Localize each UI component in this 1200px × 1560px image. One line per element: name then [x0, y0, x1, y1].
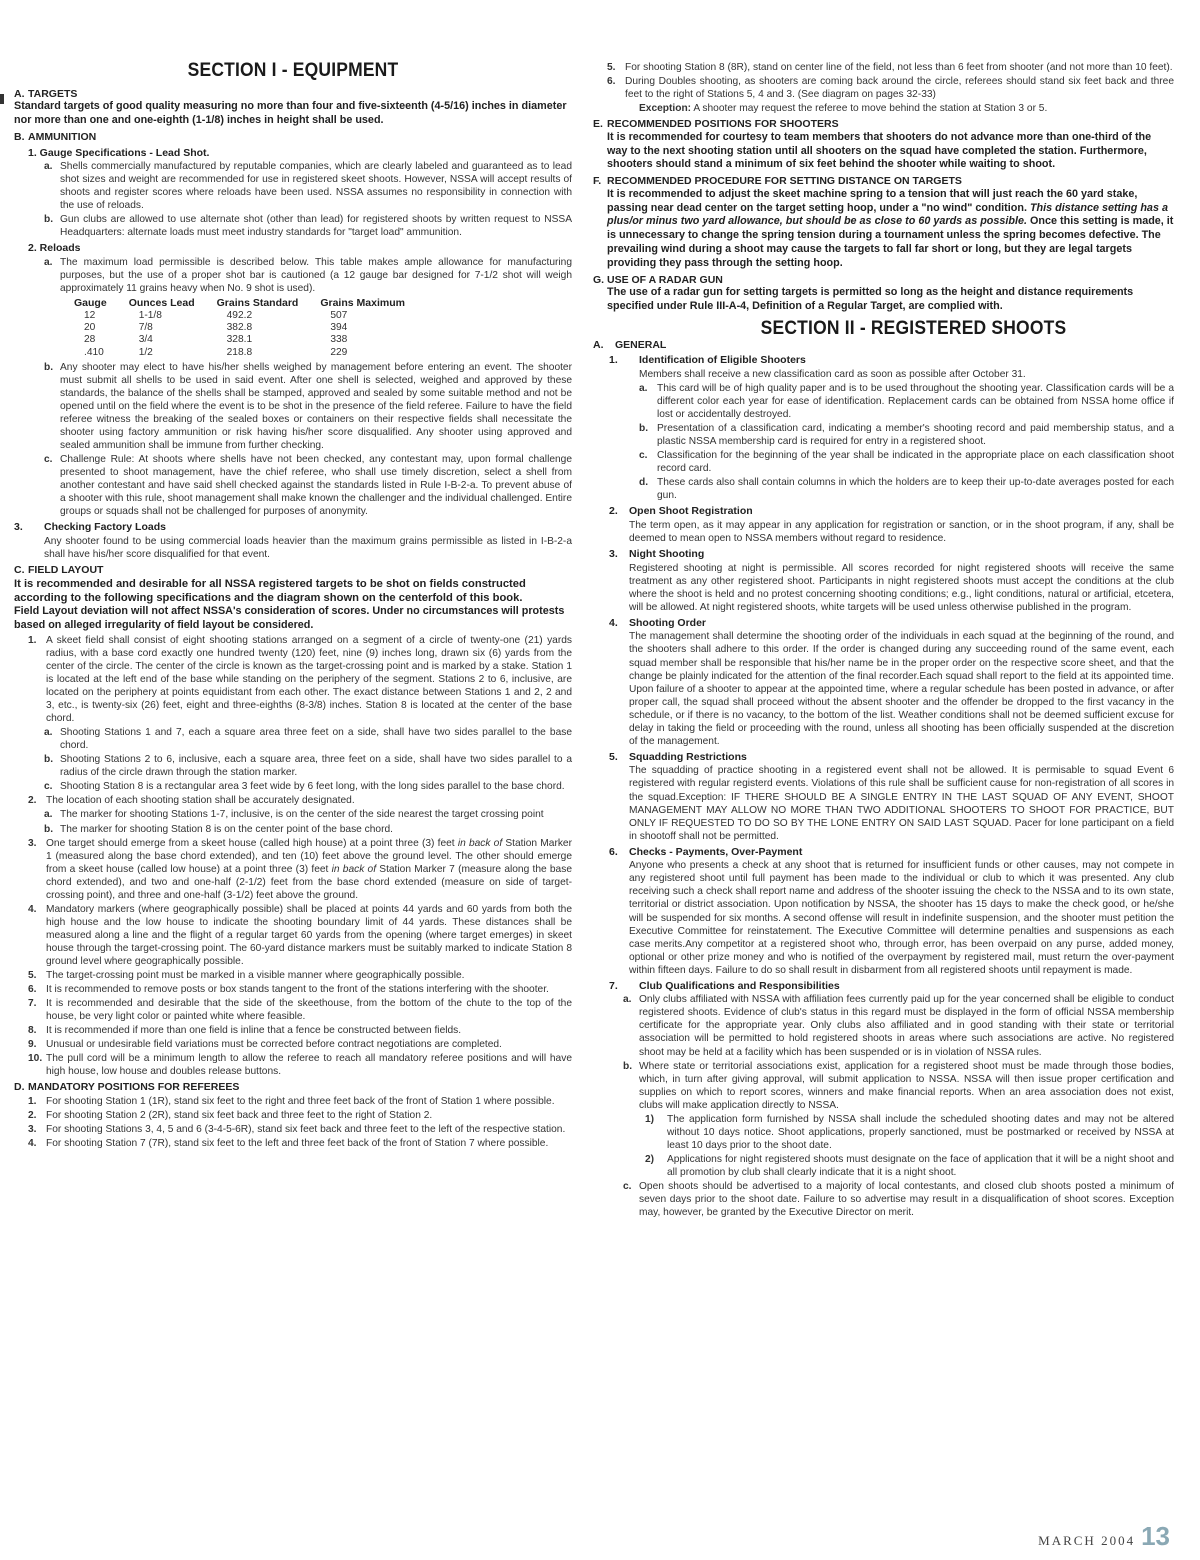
item-text: Challenge Rule: At shoots where shells have not been checked, any contestant may, upon formal challenge presented to shoot management, have the chief referee, who shall use timely discretion, select a shell from another contestant and have said shell checked against the standards listed in Rule I-B-2-a. To prevent abuse of a shooter with this rule, shoot management shall make known the challenger and the individual challenged. Entire groups or squads shall not be challenged for purposes of anonymity. [60, 454, 572, 518]
sub-heading [609, 548, 1174, 561]
table-row [74, 334, 427, 346]
list-item [44, 726, 572, 752]
item-number: a. [44, 727, 53, 739]
text-run: Once this setting is made, it is unnecessary to change the spring tension during a tournament unless the spring becomes defective. The prevailing wind during a shoot may cause the targets to fall far short or long, but they are legal targets providing they pass through the setting hoop. [607, 215, 1174, 269]
item-number: 5. [607, 62, 616, 73]
item-text: Classification for the beginning of the year shall be indicated in the appropriate place on each classification shoot record card. [657, 450, 1174, 475]
item-title: Squadding Restrictions [629, 750, 747, 763]
night-shooting-text: Registered shooting at night is permissible. All scores recorded for night registered shoots will receive the same treatment as any other registered shoot. Participants in night registered shoots must accept the conditions at the club where the shoot is held and no protest concerning shooting conditions; e.g., light conditions, natural or artificial, etcetera, will be allowed. At night registered shoots, white targets will be used unless otherwise published in the program. [629, 562, 1174, 613]
heading-text: FIELD LAYOUT [28, 564, 104, 576]
item-text: Where state or territorial associations exist, application for a registered shoot must be made through those bodies, which, in turn after giving approval, will submit application to NSSA. NSSA will then issue proper certification and supplies on which to report scores, winners and make financial reports. When an area association does not exist, clubs will make application directly to NSSA. [639, 1060, 1174, 1111]
heading-letter: A. [593, 338, 604, 351]
col-ounces: Ounces Lead [128, 297, 195, 310]
list-item [44, 753, 572, 779]
item-title: Shooting Order [629, 616, 706, 629]
italic-run: in back of [457, 837, 503, 849]
sub-heading [609, 505, 1174, 518]
item-text: It is recommended if more than one field is inline that a fence be constructed between fields. [46, 1025, 462, 1037]
heading-text: AMMUNITION [28, 131, 97, 144]
list-item [28, 903, 572, 968]
list-item [28, 837, 572, 902]
item-text: Any shooter may elect to have his/her shells weighed by management before entering an event. The shooter must submit all shells to be used in said event. After one shell is selected, weighed and approved by these standards, the balance of the shells shall be stamped, approved and sealed by some suitable method and not be opened until on the field where the event is to be shot in the presence of the field referee. Failure to have the field referee witness the breaking of the sealed boxes or containers on their respective fields shall necessitate the shooter using factory ammunition or risk having his/her score disqualified. Any shooter using approved and sealed ammunition shall be immune from further checking. [60, 361, 572, 452]
item-number: 3. [28, 1124, 37, 1136]
shooting-order-text: The management shall determine the shooting order of the individuals in each squad at the beginning of the round, and the shooters shall adhere to this order. If the order is changed during any succeeding round of the same event, each squad member shall be responsible that his/her name be in the proper order on the respective score sheet, and that the change be plainly indicated for the attention of the final recorder.Each squad shall report to the field at its appointed time. Upon failure of a shooter to appear at the appointed time, where a regular schedule has been posted in advance, or after proper call, the squad shall proceed without the absent shooter and the offender be dropped to the first vacancy in the schedule, or if there is no vacancy, to the bottom of the list. Weather conditions shall not be deemed sufficient excuse for delay in taking the field or proceeding with the round, unless all shooting has been officially suspended at the discretion of the management. [629, 631, 1174, 747]
item-number: 6. [28, 984, 37, 996]
eligible-shooters-text: Members shall receive a new classification card as soon as possible after October 31. [639, 368, 1026, 380]
heading-text: MANDATORY POSITIONS FOR REFEREES [28, 1081, 240, 1094]
gauge-spec-title: 1. Gauge Specifications - Lead Shot. [28, 146, 210, 159]
cell: 1-1/8 [138, 309, 162, 321]
table-row [74, 310, 427, 322]
squadding-text: The squadding of practice shooting in a registered event shall not be allowed. It is permisable to squad Event 6 registered with regular registerd events. Violations of this rule shall be sufficient cause for non-registration of all scores in the squad.Exception: IF THERE SHOULD BE A SINGLE ENTRY IN THE LAST SQUAD OF ANY EVENT, SHOOT MANAGEMENT MAY ALLOW NO MORE THAN TWO ADDITIONAL SHOOTERS TO SHOOT FOR PRACTICE, BUT ONLY IF REQUESTED TO DO SO BY THE LONE ENTRY ON SAID LAST SQUAD. Pacer for lone participant on a field in shootoff shall not be permitted. [629, 765, 1174, 842]
item-text: Shooting Stations 2 to 6, inclusive, each a square area, three feet on a side, shall have two sides parallel to a radius of the circle drawn through the station marker. [60, 754, 572, 779]
list-item [639, 382, 1174, 421]
item-text: The marker for shooting Stations 1-7, inclusive, is on the center of the side nearest the target crossing point [60, 809, 544, 821]
exception-text: A shooter may request the referee to move behind the station at Station 3 or 5. [693, 103, 1048, 115]
cell: 218.8 [226, 346, 253, 358]
item-number: 1) [645, 1113, 655, 1125]
item-text: Open shoots should be advertised to a majority of local contestants, and closed club shoots posted a minimum of seven days prior to the shoot date. Failure to so advertise may result in a disqualification of shoot scores. Exception may, however, be granted by the Executive Director on merit. [639, 1180, 1174, 1219]
heading-letter: B. [14, 131, 25, 144]
item-text: For shooting Stations 3, 4, 5 and 6 (3-4-5-6R), stand six feet back and three feet to the left of the respective station. [46, 1124, 566, 1136]
item-number: 4. [28, 1138, 37, 1150]
text-run: One target should emerge from a skeet house (called high house) at a point three (3) feet [46, 837, 458, 849]
setting-distance-text [607, 188, 1174, 271]
list-item [28, 1024, 572, 1037]
list-item [645, 1113, 1174, 1152]
heading-letter: A. [14, 87, 25, 100]
item-number: c. [639, 450, 648, 462]
list-item [44, 160, 572, 212]
item-text: The application form furnished by NSSA shall include the scheduled shooting dates and may not be altered without 10 days notice. Shoot applications, properly sanctioned, must be postmarked or received by NSSA at least 10 days prior to the shoot date. [667, 1113, 1174, 1151]
table-row [74, 347, 427, 359]
item-number: 4. [28, 903, 37, 915]
item-text: Mandatory markers (where geographically possible) shall be placed at points 44 yards and 60 yards from both the high house and the low house to indicate the shooting boundary limit of 44 yards. These distances shall be measured along a line and the flight of a regular target 60 yards from the opening (where target emerges) in skeet house through the target-crossing point. The 60-yard distance markers must be suitably marked to indicate Station 8 ground level where geographically possible. [46, 903, 572, 967]
item-text: The location of each shooting station shall be accurately designated. [46, 795, 355, 807]
heading-letter: C. [14, 564, 25, 576]
cell: 507 [330, 309, 348, 321]
item-title: Club Qualifications and Responsibilities [639, 979, 840, 992]
italic-run: This distance setting has a plus/or minus two yard allowance, but should be as close to 60 yards as possible. [607, 201, 1168, 228]
item-text: Presentation of a classification card, indicating a member's shooting record and paid membership status, and a plastic NSSA membership card is required for entry in a registered shoot. [657, 423, 1174, 448]
item-number: 6. [607, 76, 616, 88]
referee-exception [639, 102, 1174, 115]
list-item [28, 1123, 572, 1136]
heading-text: GENERAL [615, 338, 667, 351]
section-2-header [593, 318, 1174, 351]
list-item [44, 213, 572, 239]
list-item [607, 61, 1174, 74]
item-number: 2. [28, 795, 37, 807]
cell: 20 [84, 322, 96, 334]
section-2-title: SECTION II - REGISTERED SHOOTS [760, 317, 1067, 339]
col-gauge: Gauge [74, 297, 107, 310]
item-number: 6. [609, 845, 618, 858]
sub-heading [609, 354, 1174, 367]
item-title: Checking Factory Loads [44, 521, 166, 534]
heading-radar-gun [593, 274, 1174, 287]
item-number: d. [639, 477, 649, 489]
item-text: Shells commercially manufactured by reputable companies, which are clearly labeled and guaranteed as to lead shot sizes and weight are recommended for use in registered skeet shoots. However, NSSA will accept results of shoots and register scores where reloads have been used. NSSA assumes no responsibility in connection with the use of reloads. [60, 161, 572, 212]
list-item [28, 1137, 572, 1150]
list-item [645, 1153, 1174, 1179]
list-item [44, 256, 572, 295]
item-text: Shooting Stations 1 and 7, each a square area three feet on a side, shall have two sides parallel to the base chord. [60, 727, 572, 752]
item-number: a. [623, 994, 632, 1006]
item-number: b. [44, 214, 54, 226]
reloads-title: 2. Reloads [28, 242, 81, 255]
item-text: A skeet field shall consist of eight shooting stations arranged on a segment of a circle of twenty-one (21) yards radius, with a base cord exactly one hundred twenty (120) feet, nine (9) inches long, drawn six (6) yards from the center of the circle. The center of the circle is known as the target-crossing point and is marked by a stake. Station 1 is located at the left end of the base while standing on the periphery of the segment. Stations 2 to 6, inclusive, are located on the periphery at points equidistant from each other. The exact distance between Stations 1 and 2, 2 and 3, etc., is twenty-six (26) feet, eight and three-eighths (8-3/8) inches. Station 8 is located at the center of the base chord. [46, 634, 572, 725]
heading-text: RECOMMENDED PROCEDURE FOR SETTING DISTANCE ON TARGETS [607, 175, 962, 188]
item-title: Open Shoot Registration [629, 505, 753, 518]
sub-heading [609, 980, 1174, 993]
list-item [28, 1052, 572, 1078]
item-number: 9. [28, 1039, 37, 1051]
item-number: 8. [28, 1025, 37, 1037]
reload-table [74, 297, 427, 359]
item-number: a. [44, 809, 53, 821]
item-number: 3. [609, 548, 618, 561]
cell: 7/8 [138, 322, 153, 334]
heading-shooter-positions [593, 118, 1174, 131]
cell: 328.1 [226, 334, 253, 346]
item-text: This card will be of high quality paper and is to be used throughout the shooting year. Classification cards will be a different color each year for ease of identification. Replacement cards can be obtained from NSSA home office if lost or accidentally destroyed. [657, 382, 1174, 421]
item-text: Shooting Station 8 is a rectangular area 3 feet wide by 6 feet long, with the long sides parallel to the base chord. [60, 781, 565, 793]
heading-letter: F. [593, 175, 602, 188]
checking-factory-loads-title [14, 521, 572, 534]
item-text [46, 837, 572, 902]
field-layout-intro: It is recommended and desirable for all NSSA registered targets to be shot on fields constructed according to the following specifications and the diagram shown on the centerfold of this book. [14, 577, 526, 604]
item-number: b. [639, 423, 649, 435]
item-number: c. [44, 454, 53, 466]
item-number: 1. [28, 634, 37, 646]
item-number: 5. [28, 970, 37, 982]
heading-setting-distance [593, 175, 1174, 188]
heading-letter: G. [593, 273, 605, 286]
page-footer [1038, 1521, 1170, 1552]
item-text: Only clubs affiliated with NSSA with affiliation fees currently paid up for the year concerned shall be eligible to conduct registered shoots. Evidence of club's status in this regard must be displayed in the form of official NSSA membership certificate for the appropriate year. Only clubs also affiliated and in good standing with their state or territorial association will be permitted to hold registered shoots in areas where such associations are active. No registered shoot may be held at a facility which has been suspended or is in violation of NSSA rules. [639, 994, 1174, 1058]
item-title: Checks - Payments, Over-Payment [629, 845, 803, 858]
cell: 28 [84, 334, 96, 346]
item-text: During Doubles shooting, as shooters are coming back around the circle, referees should stand six feet back and three feet to the right of Stations 5, 4 and 3. (See diagram on pages 32-33) [625, 76, 1174, 101]
list-item [28, 794, 572, 807]
item-number: 3. [28, 837, 37, 849]
checking-factory-loads-text: Any shooter found to be using commercial loads heavier than the maximum grains permissible as listed in I-B-2-a shall have his/her score disqualified for that event. [44, 535, 572, 560]
heading-text: USE OF A RADAR GUN [607, 273, 723, 286]
list-item [639, 422, 1174, 448]
list-item [44, 823, 572, 836]
list-item [28, 997, 572, 1023]
item-number: 10. [28, 1053, 43, 1065]
cell: 3/4 [138, 334, 153, 346]
item-text: For shooting Station 1 (1R), stand six feet to the right and three feet back of the front of Station 1 where possible. [46, 1096, 555, 1108]
heading-letter: E. [593, 118, 603, 131]
text-run: It is recommended to adjust the skeet machine spring to a tension that will just reach the 60 yard stake, passing near dead center on the target setting hoop, under a "no wind" condition. [607, 187, 1138, 214]
list-item [623, 1180, 1174, 1219]
item-title: Identification of Eligible Shooters [639, 354, 806, 367]
item-title: Night Shooting [629, 548, 705, 561]
heading-field-layout [14, 564, 572, 577]
left-column [14, 58, 572, 1151]
text-run: Station Marker 7 (measure along the base chord extended), and two and one-half (2-1/2) feet from the base chord extended (measure on side of target-crossing point), and three and one-half (3-1/2) feet above the ground. [46, 863, 572, 901]
cell: 394 [330, 322, 348, 334]
item-text: For shooting Station 7 (7R), stand six feet to the left and three feet back of the front of Station 7 where possible. [46, 1138, 549, 1150]
list-item [44, 808, 572, 821]
item-text: The target-crossing point must be marked in a visible manner where geographically possible. [46, 970, 465, 982]
targets-text: Standard targets of good quality measuring no more than four and five-sixteenth (4-5/16) inches in diameter nor more than one and one-eighth (1-1/8) inches in height shall be used. [14, 100, 567, 127]
col-grains-maximum: Grains Maximum [320, 297, 405, 310]
item-text: These cards also shall contain columns in which the holders are to keep their up-to-date averages posted for each gun. [657, 477, 1174, 502]
field-layout-deviation: Field Layout deviation will not affect NSSA's consideration of scores. Under no circumstances will protests based on alleged irregularity of field layout be considered. [14, 605, 565, 632]
cell: 12 [84, 309, 96, 321]
cell: 338 [330, 334, 348, 346]
item-number: b. [44, 754, 54, 766]
italic-run: in back of [331, 863, 377, 875]
item-number: b. [623, 1060, 633, 1072]
list-item [639, 476, 1174, 502]
list-item [28, 969, 572, 982]
page-number: 13 [1141, 1520, 1170, 1551]
list-item [639, 449, 1174, 475]
item-text: The pull cord will be a minimum length to allow the referee to reach all mandatory referee positions and will have high house, low house and doubles release buttons. [46, 1053, 572, 1078]
item-number: 7. [28, 998, 37, 1010]
col-grains-standard: Grains Standard [216, 297, 299, 310]
cell: 229 [330, 346, 348, 358]
sub-heading [609, 617, 1174, 630]
item-number: 5. [609, 750, 618, 763]
item-number: 1. [28, 1096, 37, 1108]
item-number: b. [44, 361, 54, 373]
item-text: It is recommended to remove posts or box stands tangent to the front of the stations interfering with the shooter. [46, 984, 549, 996]
radar-gun-text: The use of a radar gun for setting targets is permitted so long as the height and distance requirements specified under Rule III-A-4, Definition of a Regular Target, are complied with. [607, 286, 1134, 313]
table-header-row [74, 297, 427, 310]
shooter-positions-text: It is recommended for courtesy to team members that shooters do not advance more than one-third of the way to the next shooting station until all shooters on the squad have completed the station. Furthermore, shooters should stand a minimum of six feet behind the shooter while waiting to shoot. [607, 130, 1152, 171]
right-column [593, 60, 1174, 1220]
item-number: 3. [14, 521, 23, 534]
item-number: 1. [609, 354, 618, 367]
item-text: The marker for shooting Station 8 is on the center point of the base chord. [60, 823, 393, 835]
list-item [44, 361, 572, 452]
item-text: Unusual or undesirable field variations must be corrected before contract negotiations are completed. [46, 1039, 502, 1051]
heading-text: TARGETS [28, 87, 78, 100]
list-item [623, 993, 1174, 1058]
table-row [74, 322, 427, 334]
exception-label: Exception: [639, 103, 692, 115]
item-number: c. [623, 1180, 632, 1192]
sub-heading [609, 846, 1174, 859]
item-text: The maximum load permissible is described below. This table makes ample allowance for manufacturing purposes, but the use of a proper shot bar is cautioned (a 12 gauge bar designed for 7-1/2 shot will weigh approximately 11 grains heavy when No. 9 shot is used). [60, 257, 572, 295]
list-item [44, 780, 572, 793]
cell: 382.8 [226, 322, 253, 334]
item-number: a. [44, 257, 53, 269]
list-item [28, 1109, 572, 1122]
list-item [28, 1038, 572, 1051]
list-item [607, 75, 1174, 101]
checks-text: Anyone who presents a check at any shoot that is returned for insufficient funds or other causes, may not compete in any registered shoot until full payment has been made to the individual or club to which it was presented. Any club receiving such a check shall report name and address of the shooter issuing the check to the NSSA and to its own state, territorial or district association. Upon notification by NSSA, the shooter has 15 days to make the check good, or he/she will be suspended for six months. A second offense will result in indefinite suspension, and the shooter must petition the Executive Committee for reinstatement. The Executive Committee will determine penalties and suspensions as each case merits.Any competitor at a registered shoot who, through error, has been overpaid on any purse, added money, optional or other prize money and who is notified of the overpayment by registered mail, must return the over-payment within fifteen days. Failure to do so shall result in disbarment from all registered shoots until repayment is made. [629, 860, 1174, 976]
item-text: For shooting Station 8 (8R), stand on center line of the field, not less than 6 feet from shooter (and not more than 10 feet). [625, 62, 1173, 73]
edge-mark [0, 94, 4, 104]
cell: 492.2 [226, 309, 253, 321]
item-text: Applications for night registered shoots must designate on the face of application that it will be a night shoot and all promotion by club shall clearly indicate that it is a night shoot. [667, 1153, 1174, 1178]
sub-heading [609, 751, 1174, 764]
issue-date: MARCH 2004 [1038, 1532, 1136, 1548]
item-number: a. [639, 382, 648, 394]
list-item [44, 453, 572, 518]
text-run: Station Marker 1 (measured along the base chord extended), and ten (10) feet above the ground level. The other should emerge from a skeet house (called low house) at a point three (3) feet [46, 837, 572, 875]
item-number: 2) [645, 1153, 655, 1165]
item-number: 4. [609, 616, 618, 629]
cell: 1/2 [138, 346, 153, 358]
list-item [28, 983, 572, 996]
item-number: 2. [28, 1110, 37, 1122]
list-item [623, 1060, 1174, 1112]
item-number: 2. [609, 505, 618, 518]
item-number: b. [44, 823, 54, 835]
heading-letter: D. [14, 1081, 25, 1094]
list-item [28, 1095, 572, 1108]
item-number: c. [44, 781, 53, 793]
item-text: Gun clubs are allowed to use alternate shot (other than lead) for registered shoots by written request to NSSA Headquarters: alternate loads must meet industry standards for "target load" ammunition. [60, 214, 572, 239]
item-number: 7. [609, 979, 618, 992]
heading-ammunition [14, 131, 572, 144]
item-number: a. [44, 161, 53, 173]
heading-text: RECOMMENDED POSITIONS FOR SHOOTERS [607, 118, 839, 131]
cell: .410 [84, 346, 104, 358]
section-1-title: SECTION I - EQUIPMENT [187, 60, 399, 81]
list-item [28, 634, 572, 725]
item-text: It is recommended and desirable that the side of the skeethouse, from the bottom of the chute to the top of the house, be very light color or painted white where feasible. [46, 998, 572, 1023]
open-shoot-text: The term open, as it may appear in any application for registration or sanction, or in the shoot program, if any, shall be deemed to mean open to NSSA members without regard to residence. [629, 519, 1174, 544]
heading-referee-positions [14, 1081, 572, 1094]
item-text: For shooting Station 2 (2R), stand six feet back and three feet to the right of Station 2. [46, 1110, 433, 1122]
heading-targets [14, 88, 572, 101]
